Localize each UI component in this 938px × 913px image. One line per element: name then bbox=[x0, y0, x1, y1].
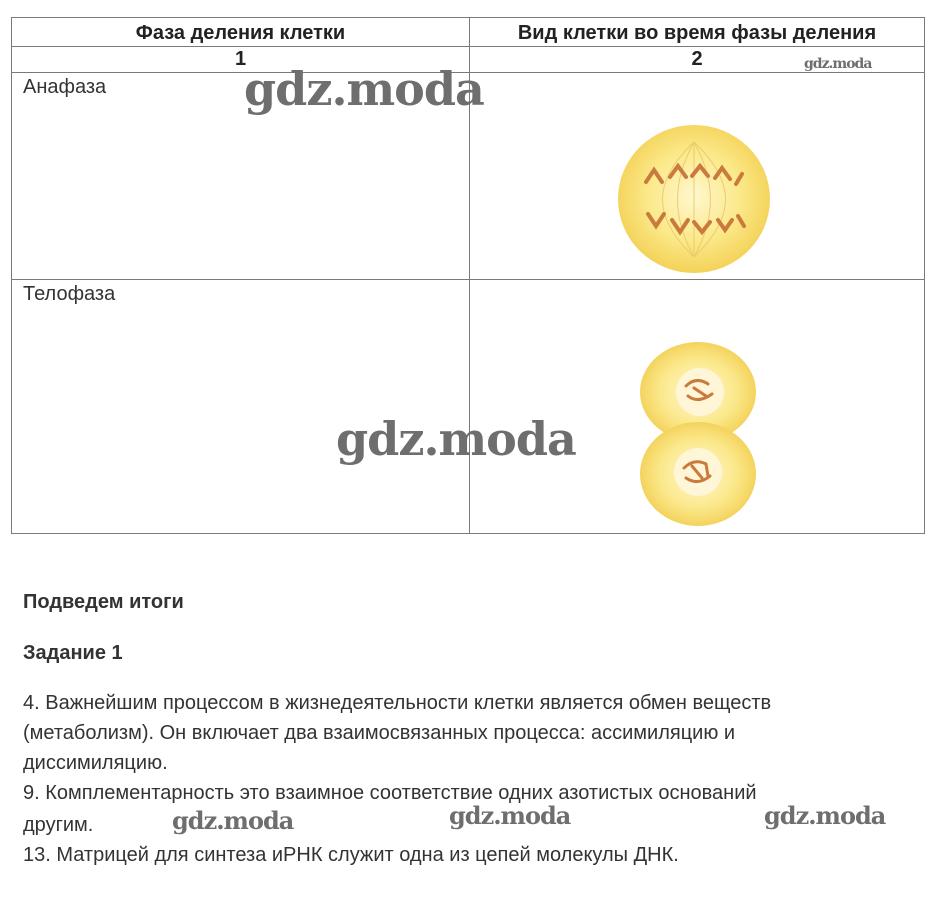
item-13: 13. Матрицей для синтеза иРНК служит одна из цепей молекулы ДНК. bbox=[23, 844, 679, 866]
item-9-line-2: другим. bbox=[23, 814, 94, 836]
table-border-row bbox=[11, 279, 925, 280]
column-number-1: 1 bbox=[234, 48, 247, 70]
table-border-right bbox=[924, 17, 925, 534]
table-border-left bbox=[11, 17, 12, 534]
phase-label-telophase: Телофаза bbox=[23, 283, 116, 305]
phase-label-anaphase: Анафаза bbox=[23, 76, 107, 98]
item-4-line-2: (метаболизм). Он включает два взаимосвязанных процесса: ассимиляцию и bbox=[23, 722, 736, 744]
watermark-large-middle: gdz.moda bbox=[336, 412, 576, 466]
table-border-bottom bbox=[11, 533, 925, 534]
item-4-line-3: диссимиляцию. bbox=[23, 752, 168, 774]
item-9-line-1: 9. Комплементарность это взаимное соответствие одних азотистых оснований bbox=[23, 782, 757, 804]
anaphase-cell-image bbox=[612, 122, 776, 278]
item-4-line-1: 4. Важнейшим процессом в жизнедеятельности клетки является обмен веществ bbox=[23, 692, 772, 714]
watermark-small-top: gdz.moda bbox=[804, 56, 872, 72]
task-heading: Задание 1 bbox=[23, 642, 123, 664]
watermark-bottom-middle: gdz.moda bbox=[449, 801, 571, 830]
telophase-cell-image bbox=[636, 340, 760, 532]
column-number-2: 2 bbox=[691, 48, 703, 70]
column-header-phase: Фаза деления клетки bbox=[135, 22, 346, 44]
column-header-view: Вид клетки во время фазы деления bbox=[517, 22, 877, 44]
watermark-large-top: gdz.moda bbox=[244, 62, 484, 116]
watermark-bottom-right: gdz.moda bbox=[764, 801, 886, 830]
summary-heading: Подведем итоги bbox=[23, 591, 184, 613]
table-border-top bbox=[11, 17, 925, 18]
watermark-bottom-left: gdz.moda bbox=[172, 806, 294, 835]
